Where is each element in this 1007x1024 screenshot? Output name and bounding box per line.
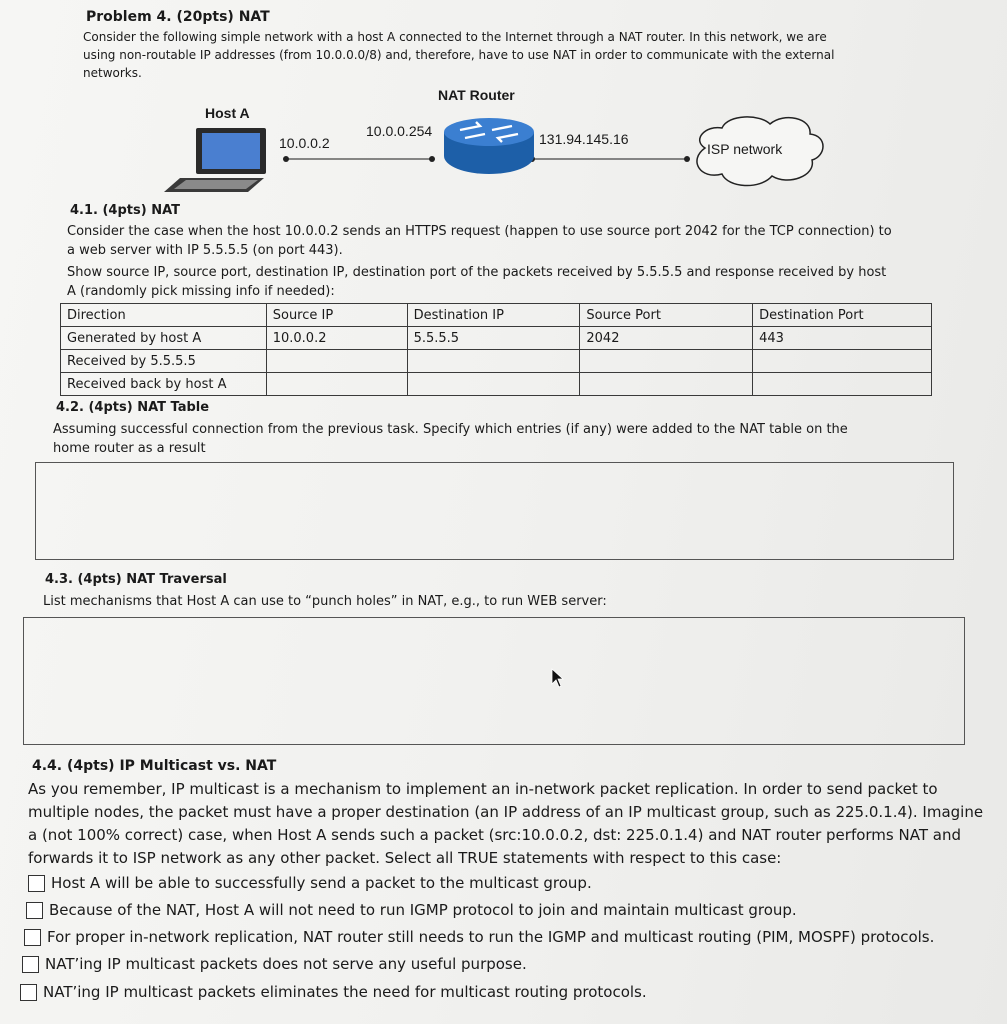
router-inner-ip: 10.0.0.254: [366, 123, 433, 139]
option-label: Because of the NAT, Host A will not need to run IGMP protocol to join and maintain multicast group.: [49, 901, 797, 919]
cell-source-port[interactable]: [580, 350, 753, 373]
header-source-ip: Source IP: [266, 304, 407, 327]
header-source-port: Source Port: [580, 304, 753, 327]
option-2[interactable]: [26, 901, 797, 919]
q44-line: As you remember, IP multicast is a mechanism to implement an in-network packet replication. In order to send packet to: [28, 780, 938, 798]
router-icon: [444, 118, 534, 174]
checkbox[interactable]: [26, 902, 43, 919]
laptop-icon: [164, 128, 266, 192]
option-5[interactable]: [20, 983, 647, 1001]
q41-heading: 4.1. (4pts) NAT: [70, 203, 181, 218]
host-ip: 10.0.0.2: [279, 135, 330, 151]
intro-line: Consider the following simple network with a host A connected to the Internet through a NAT router. In this network, we are: [83, 30, 827, 44]
q41-line: Consider the case when the host 10.0.0.2 sends an HTTPS request (happen to use source port 2042 for the TCP connection) to: [67, 224, 892, 239]
q41-line: a web server with IP 5.5.5.5 (on port 443).: [67, 243, 343, 258]
host-label: Host A: [205, 105, 250, 121]
intro-line: using non-routable IP addresses (from 10.0.0.0/8) and, therefore, have to use NAT in order to communicate with the external: [83, 48, 835, 62]
option-label: For proper in-network replication, NAT router still needs to run the IGMP and multicast routing (PIM, MOSPF) protocols.: [47, 928, 935, 946]
q42-line: Assuming successful connection from the previous task. Specify which entries (if any) were added to the NAT table on the: [53, 422, 848, 437]
cell-destination-ip: 5.5.5.5: [407, 327, 580, 350]
problem-title: Problem 4. (20pts) NAT: [86, 9, 270, 25]
cell-source-port: 2042: [580, 327, 753, 350]
option-label: Host A will be able to successfully send a packet to the multicast group.: [51, 874, 592, 892]
q44-line: multiple nodes, the packet must have a proper destination (an IP address of an IP multicast group, such as 225.0.1.4). Imagine: [28, 803, 984, 821]
problem-intro: [83, 28, 963, 82]
cell-destination-ip[interactable]: [407, 373, 580, 396]
table-row: [61, 327, 932, 350]
q42-heading: 4.2. (4pts) NAT Table: [56, 400, 210, 415]
option-label: NAT’ing IP multicast packets eliminates the need for multicast routing protocols.: [43, 983, 647, 1001]
header-direction: Direction: [61, 304, 267, 327]
intro-line: networks.: [83, 66, 142, 80]
cell-destination-port: 443: [753, 327, 932, 350]
q42-text: [53, 420, 953, 458]
cell-source-ip[interactable]: [266, 373, 407, 396]
option-1[interactable]: [28, 874, 592, 892]
checkbox[interactable]: [24, 929, 41, 946]
table-header-row: [61, 304, 932, 327]
cell-direction: Received by 5.5.5.5: [61, 350, 267, 373]
table-row: [61, 373, 932, 396]
cell-source-ip: 10.0.0.2: [266, 327, 407, 350]
option-3[interactable]: [24, 928, 934, 946]
header-destination-port: Destination Port: [753, 304, 932, 327]
router-label: NAT Router: [438, 87, 515, 103]
q44-text: [28, 778, 988, 870]
cell-destination-port[interactable]: [753, 373, 932, 396]
q44-heading: 4.4. (4pts) IP Multicast vs. NAT: [32, 758, 277, 774]
q42-line: home router as a result: [53, 441, 206, 456]
cell-direction: Received back by host A: [61, 373, 267, 396]
checkbox[interactable]: [20, 984, 37, 1001]
isp-label: ISP network: [707, 141, 783, 157]
cell-source-ip[interactable]: [266, 350, 407, 373]
cell-source-port[interactable]: [580, 373, 753, 396]
cell-direction: Generated by host A: [61, 327, 267, 350]
checkbox[interactable]: [28, 875, 45, 892]
option-4[interactable]: [22, 955, 527, 973]
table-row: [61, 350, 932, 373]
q42-answer-box[interactable]: [35, 462, 954, 560]
cell-destination-port[interactable]: [753, 350, 932, 373]
q41-line: A (randomly pick missing info if needed):: [67, 284, 335, 299]
q44-line: forwards it to ISP network as any other packet. Select all TRUE statements with respect to this case:: [28, 849, 782, 867]
q43-answer-box[interactable]: [23, 617, 965, 745]
nat-packet-table: [60, 303, 932, 396]
q43-heading: 4.3. (4pts) NAT Traversal: [45, 572, 227, 587]
checkbox[interactable]: [22, 956, 39, 973]
mouse-cursor-icon: [551, 668, 565, 688]
cell-destination-ip[interactable]: [407, 350, 580, 373]
option-label: NAT’ing IP multicast packets does not serve any useful purpose.: [45, 955, 527, 973]
q41-line: Show source IP, source port, destination IP, destination port of the packets received by 5.5.5.5 and response received by host: [67, 265, 887, 280]
q44-line: a (not 100% correct) case, when Host A sends such a packet (src:10.0.0.2, dst: 225.0.1.4) and NAT router performs NAT and: [28, 826, 961, 844]
header-destination-ip: Destination IP: [407, 304, 580, 327]
q43-text: List mechanisms that Host A can use to “punch holes” in NAT, e.g., to run WEB server:: [43, 594, 607, 609]
q41-text: [67, 222, 967, 301]
router-outer-ip: 131.94.145.16: [539, 131, 629, 147]
